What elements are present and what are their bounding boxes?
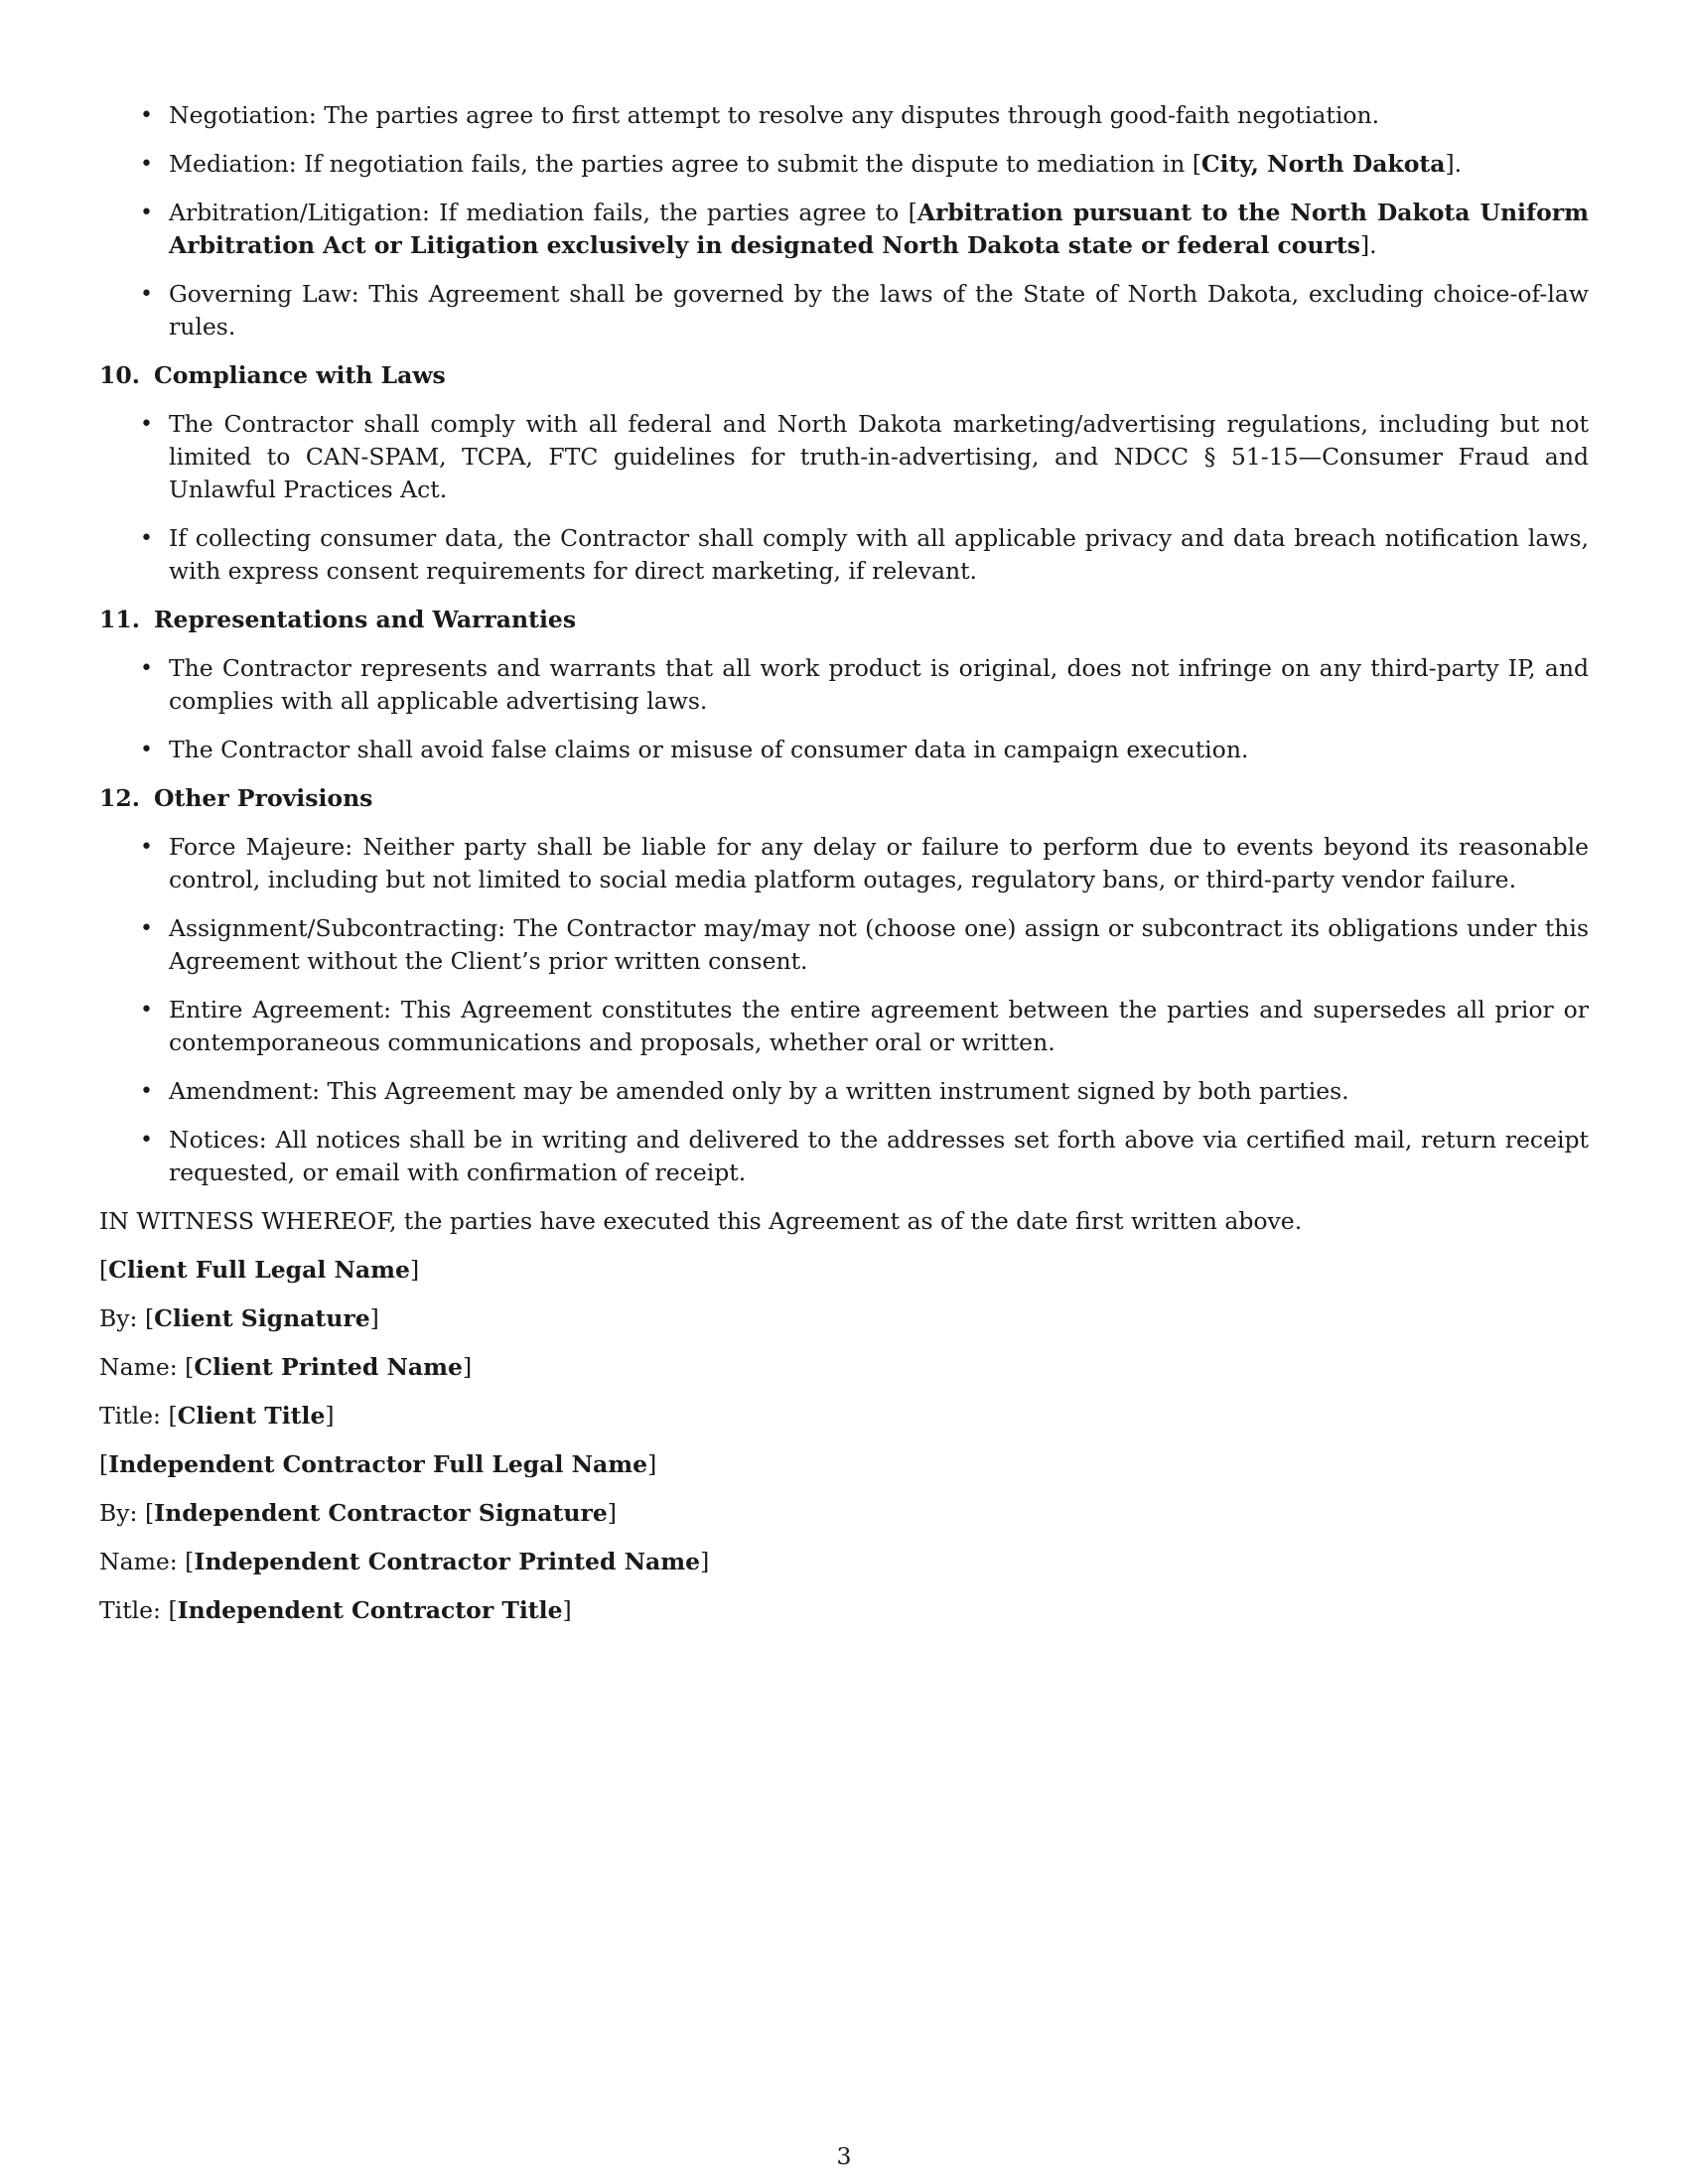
client-title-placeholder: Client Title: [177, 1402, 326, 1430]
client-printed-name-line: Name: [Client Printed Name]: [99, 1353, 473, 1381]
list-item: • The Contractor shall avoid false claims or misuse of consumer data in campaign execution.: [99, 734, 1589, 766]
list-item: • Notices: All notices shall be in writing and delivered to the addresses set forth above via certified mail, return receipt requested, or email with confirmation of receipt.: [99, 1124, 1589, 1189]
list-item-mediation: • Mediation: If negotiation fails, the parties agree to submit the dispute to mediation in [City, North Dakota].: [99, 148, 1589, 181]
contractor-printed-name-placeholder: Independent Contractor Printed Name: [194, 1548, 701, 1575]
list-item: • The Contractor represents and warrants that all work product is original, does not infringe on any third-party IP, and complies with all applicable advertising laws.: [99, 652, 1589, 718]
client-signature-line: By: [Client Signature]: [99, 1304, 379, 1332]
list-item: • Entire Agreement: This Agreement constitutes the entire agreement between the parties and supersedes all prior or contemporaneous communications and proposals, whether oral or written.: [99, 994, 1589, 1059]
other-provisions-list: [99, 831, 1589, 1189]
dispute-resolution-list: [99, 99, 1589, 343]
representations-list: [99, 652, 1589, 766]
witness-statement: IN WITNESS WHEREOF, the parties have executed this Agreement as of the date first written above.: [99, 1207, 1303, 1235]
contractor-signature-line: By: [Independent Contractor Signature]: [99, 1499, 617, 1527]
mediation-city-placeholder: City, North Dakota: [1200, 150, 1446, 178]
client-title-line: Title: [Client Title]: [99, 1402, 335, 1430]
contractor-legal-name-line: [Independent Contractor Full Legal Name]: [99, 1450, 657, 1478]
document-page: [99, 99, 1589, 1643]
list-item-arbitration: • Arbitration/Litigation: If mediation fails, the parties agree to [Arbitration pursuant to the North Dakota Uniform Arbitration Act or Litigation exclusively in designated North Dakota state or federal courts].: [99, 197, 1589, 262]
section-heading-compliance: 10. Compliance with Laws: [99, 361, 446, 389]
client-legal-name-line: [Client Full Legal Name]: [99, 1256, 420, 1284]
section-heading-representations: 11. Representations and Warranties: [99, 606, 577, 633]
list-item-negotiation: • Negotiation: The parties agree to first attempt to resolve any disputes through good-faith negotiation.: [99, 99, 1589, 132]
section-heading-other-provisions: 12. Other Provisions: [99, 784, 373, 812]
list-item: • Force Majeure: Neither party shall be liable for any delay or failure to perform due to events beyond its reasonable control, including but not limited to social media platform outages, regulatory bans, or third-party vendor failure.: [99, 831, 1589, 896]
contractor-printed-name-line: Name: [Independent Contractor Printed Name]: [99, 1548, 710, 1575]
contractor-signature-placeholder: Independent Contractor Signature: [154, 1499, 608, 1527]
client-signature-placeholder: Client Signature: [154, 1304, 370, 1332]
list-item-governing-law: • Governing Law: This Agreement shall be governed by the laws of the State of North Dakota, excluding choice-of-law rules.: [99, 278, 1589, 343]
list-item: • The Contractor shall comply with all federal and North Dakota marketing/advertising regulations, including but not limited to CAN-SPAM, TCPA, FTC guidelines for truth-in-advertising, and NDCC § 51-15—Consumer Fraud and Unlawful Practices Act.: [99, 408, 1589, 506]
contractor-legal-name-placeholder: Independent Contractor Full Legal Name: [108, 1450, 648, 1478]
contractor-title-line: Title: [Independent Contractor Title]: [99, 1596, 572, 1624]
client-printed-name-placeholder: Client Printed Name: [194, 1353, 463, 1381]
list-item: • Amendment: This Agreement may be amended only by a written instrument signed by both parties.: [99, 1075, 1589, 1108]
arbitration-option-placeholder: Arbitration pursuant to the North Dakota Uniform Arbitration Act or Litigation exclusively in designated North Dakota state or federal courts: [169, 199, 1590, 259]
list-item: • Assignment/Subcontracting: The Contractor may/may not (choose one) assign or subcontract its obligations under this Agreement without the Client’s prior written consent.: [99, 912, 1589, 978]
page-number: 3: [836, 2142, 852, 2170]
compliance-list: [99, 408, 1589, 588]
contractor-title-placeholder: Independent Contractor Title: [177, 1596, 563, 1624]
client-legal-name-placeholder: Client Full Legal Name: [108, 1256, 410, 1284]
list-item: • If collecting consumer data, the Contractor shall comply with all applicable privacy and data breach notification laws, with express consent requirements for direct marketing, if relevant.: [99, 522, 1589, 588]
